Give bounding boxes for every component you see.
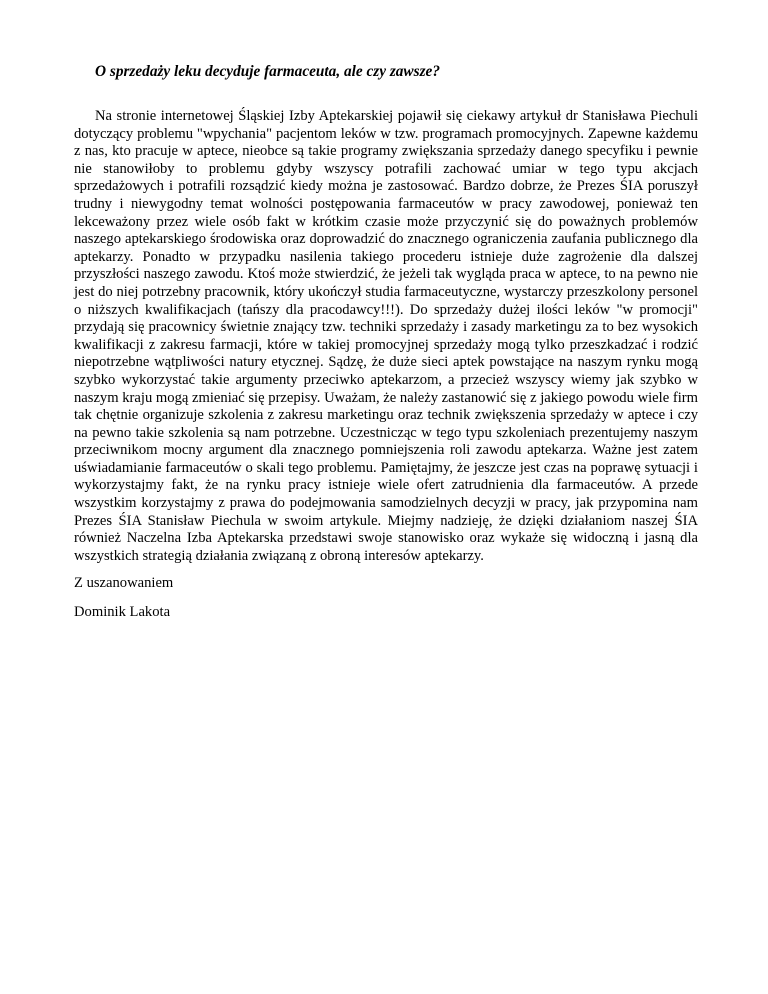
author-signature: Dominik Lakota	[74, 604, 171, 621]
document-page	[74, 62, 698, 622]
body-paragraph: Na stronie internetowej Śląskiej Izby Aptekarskiej pojawił się ciekawy artykuł dr Stanisława Piechuli dotyczący problemu "wpychania" pacjentom leków w tzw. programach promocyjnych. Zapewne każdemu z nas, kto pracuje w aptece, nieobce są takie programy zwiększania sprzedaży danego specyfiku i pewnie nie stanowiłoby to problemu gdyby wszyscy potrafili zachować umiar w tego typu akcjach sprzedażowych i potrafili rozsądzić kiedy można je zastosować. Bardzo dobrze, że Prezes ŚIA poruszył trudny i niewygodny temat wolności postępowania farmaceutów w pracy zawodowej, ponieważ ten lekceważony przez wiele osób fakt w krótkim czasie może przyczynić się do poważnych problemów naszego aptekarskiego środowiska oraz doprowadzić do znacznego ograniczenia zaufania publicznego dla aptekarzy. Ponadto w przypadku nasilenia takiego procederu istnieje duże zagrożenie dla dalszej przyszłości naszego zawodu. Ktoś może stwierdzić, że jeżeli tak wygląda praca w aptece, to na pewno nie jest do niej potrzebny pracownik, który ukończył studia farmaceutyczne, wystarczy przeszkolony personel o niższych kwalifikacjach (tańszy dla pracodawcy!!!). Do sprzedaży dużej ilości leków "w promocji" przydają się pracownicy świetnie znający tzw. techniki sprzedaży i zasady marketingu za to bez wysokich kwalifikacji z zakresu farmacji, które w takiej promocyjnej sprzedaży mogą tylko przeszkadzać i rodzić niepotrzebne wątpliwości natury etycznej. Sądzę, że duże sieci aptek powstające na naszym rynku mogą szybko wykorzystać takie argumenty przeciwko aptekarzom, a przecież wszyscy wiemy jak szybko w naszym kraju mogą zmieniać się przepisy. Uważam, że należy zastanowić się z jakiego powodu wiele firm tak chętnie organizuje szkolenia z zakresu marketingu oraz technik zwiększenia sprzedaży w aptece i czy na pewno takie szkolenia są nam potrzebne. Uczestnicząc w tego typu szkoleniach prezentujemy naszym przeciwnikom mocny argument dla znacznego pomniejszenia roli zawodu aptekarza. Ważne jest zatem uświadamianie farmaceutów o skali tego problemu. Pamiętajmy, że jeszcze jest czas na poprawę sytuacji i wykorzystajmy fakt, że na rynku pracy istnieje wiele ofert zatrudnienia dla farmaceutów. A przede wszystkim korzystajmy z prawa do podejmowania samodzielnych decyzji w pracy, jak przypomina nam Prezes ŚIA Stanisław Piechula w swoim artykule. Miejmy nadzieję, że dzięki działaniom naszej ŚIA również Naczelna Izba Aptekarska przedstawi swoje stanowisko oraz wykaże się widoczną i jasną dla wszystkich strategią działania związaną z obroną interesów aptekarzy.	[74, 108, 698, 564]
document-title: O sprzedaży leku decyduje farmaceuta, ale czy zawsze?	[95, 63, 440, 80]
closing-line: Z uszanowaniem	[74, 575, 174, 592]
